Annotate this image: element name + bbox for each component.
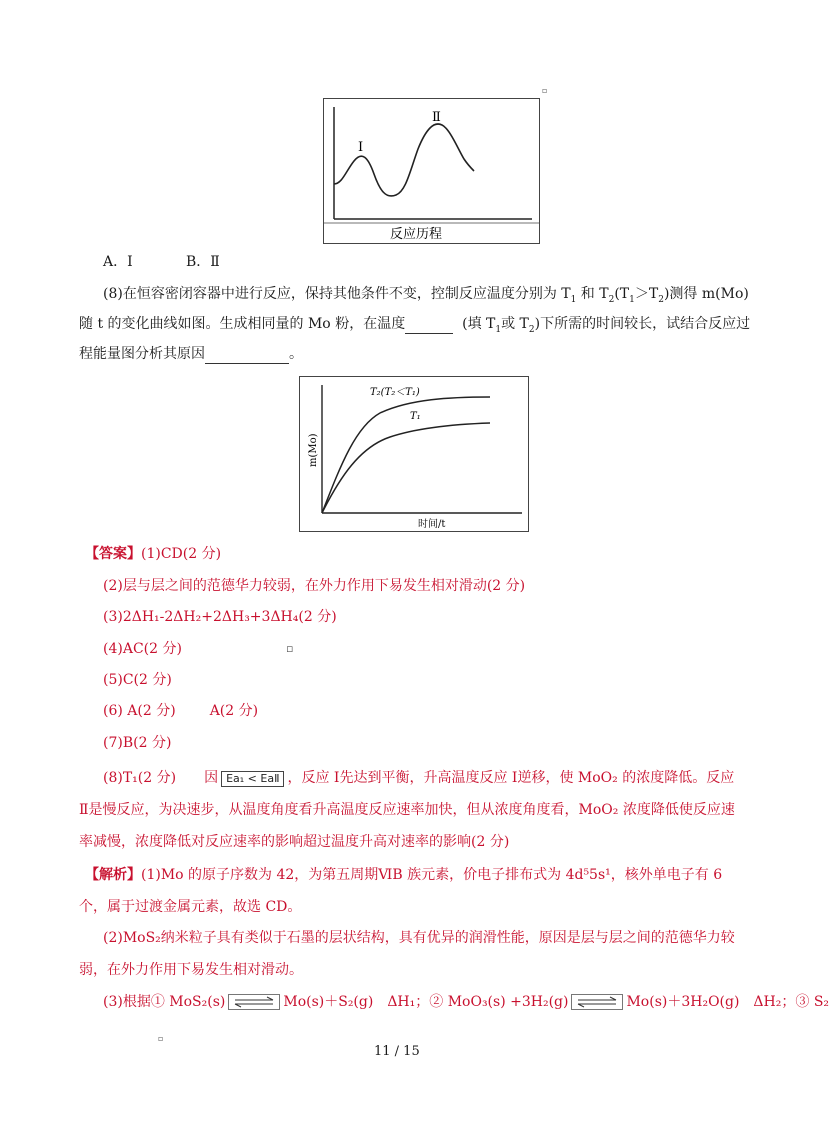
answer-8-line-3: 率减慢，浓度降低对反应速率的影响超过温度升高对速率的影响(2 分) <box>79 834 510 850</box>
analysis-1-line-1: 【解析】(1)Mo 的原子序数为 42，为第五周期ⅥB 族元素，价电子排布式为 4d⁵5s¹，核外单电子有 6 <box>85 867 723 883</box>
answer-1: 【答案】(1)CD(2 分) <box>85 546 222 562</box>
analysis-2-line-1: (2)MoS₂纳米粒子具有类似于石墨的层状结构，具有优异的润滑性能，原因是层与层之间的范德华力较 <box>103 930 735 946</box>
mass-time-figure <box>299 376 529 532</box>
curve-t2 <box>322 397 490 513</box>
curve-t1 <box>322 423 490 513</box>
paragraph-marker: ▫ <box>286 642 294 655</box>
peak-1-label: Ⅰ <box>358 140 364 155</box>
q8-line-3: 程能量图分析其原因 。 <box>79 346 303 362</box>
energy-profile-plot <box>324 99 539 243</box>
answer-7: (7)B(2 分) <box>103 735 172 751</box>
peak-2-label: Ⅱ <box>432 110 441 125</box>
analysis-3-line-1: (3)根据① MoS₂(s) Mo(s)＋S₂(g) ΔH₁；② MoO₃(s) +3H₂(g) Mo(s)＋3H₂O(g) ΔH₂；③ S₂ <box>103 994 829 1010</box>
answer-2: (2)层与层之间的范德华力较弱，在外力作用下易发生相对滑动(2 分) <box>103 578 526 594</box>
answer-5: (5)C(2 分) <box>103 672 172 688</box>
answer-blank-reason[interactable] <box>205 345 289 364</box>
option-b: B．Ⅱ <box>186 254 220 270</box>
curve-t2-label: T₂(T₂＜T₁) <box>370 387 420 398</box>
answer-8-line-2: Ⅱ是慢反应，为决速步，从温度角度看升高温度反应速率加快，但从浓度角度看，MoO₂ 浓度降低使反应速 <box>79 802 735 818</box>
answer-6: (6) A(2 分) A(2 分) <box>103 703 259 719</box>
energy-curve <box>334 124 474 196</box>
x-axis-label: 时间/t <box>418 519 446 530</box>
analysis-2-line-2: 弱，在外力作用下易发生相对滑动。 <box>79 962 303 978</box>
analysis-1-line-2: 个，属于过渡金属元素，故选 CD。 <box>79 899 302 915</box>
equilibrium-arrow-icon <box>228 994 280 1010</box>
page-number: 11 / 15 <box>374 1044 420 1059</box>
answer-8-line-1: (8)T₁(2 分) 因 Ea₁ < EaⅡ ，反应 Ⅰ先达到平衡，升高温度反应 Ⅰ逆移，使 MoO₂ 的浓度降低。反应 <box>103 770 735 786</box>
option-a: A．Ⅰ <box>103 254 133 270</box>
energy-profile-figure <box>323 98 540 244</box>
paragraph-marker: ▫ <box>158 1034 164 1043</box>
equilibrium-arrow-icon <box>571 994 623 1010</box>
paragraph-marker: ▫ <box>542 86 548 95</box>
mass-time-plot <box>300 377 528 531</box>
x-axis-label: 反应历程 <box>390 227 443 242</box>
answer-blank-temperature[interactable] <box>405 315 453 334</box>
answer-4: (4)AC(2 分) <box>103 641 182 657</box>
y-axis-label: m(Mo) <box>308 433 319 467</box>
q8-line-1: (8)在恒容密闭容器中进行反应，保持其他条件不变，控制反应温度分别为 $T_1$ 和 $T_2(T_1>T_2)$测得 m(Mo) <box>103 286 749 305</box>
curve-t1-label: T₁ <box>410 411 421 422</box>
answer-3: (3)2ΔH₁-2ΔH₂+2ΔH₃+3ΔH₄(2 分) <box>103 609 337 625</box>
q8-line-2: 随 t 的变化曲线如图。生成相同量的 Mo 粉，在温度 (填 $T_1$或 $T_2$)下所需的时间较长，试结合反应过 <box>79 316 751 335</box>
activation-energy-box: Ea₁ < EaⅡ <box>221 771 284 787</box>
